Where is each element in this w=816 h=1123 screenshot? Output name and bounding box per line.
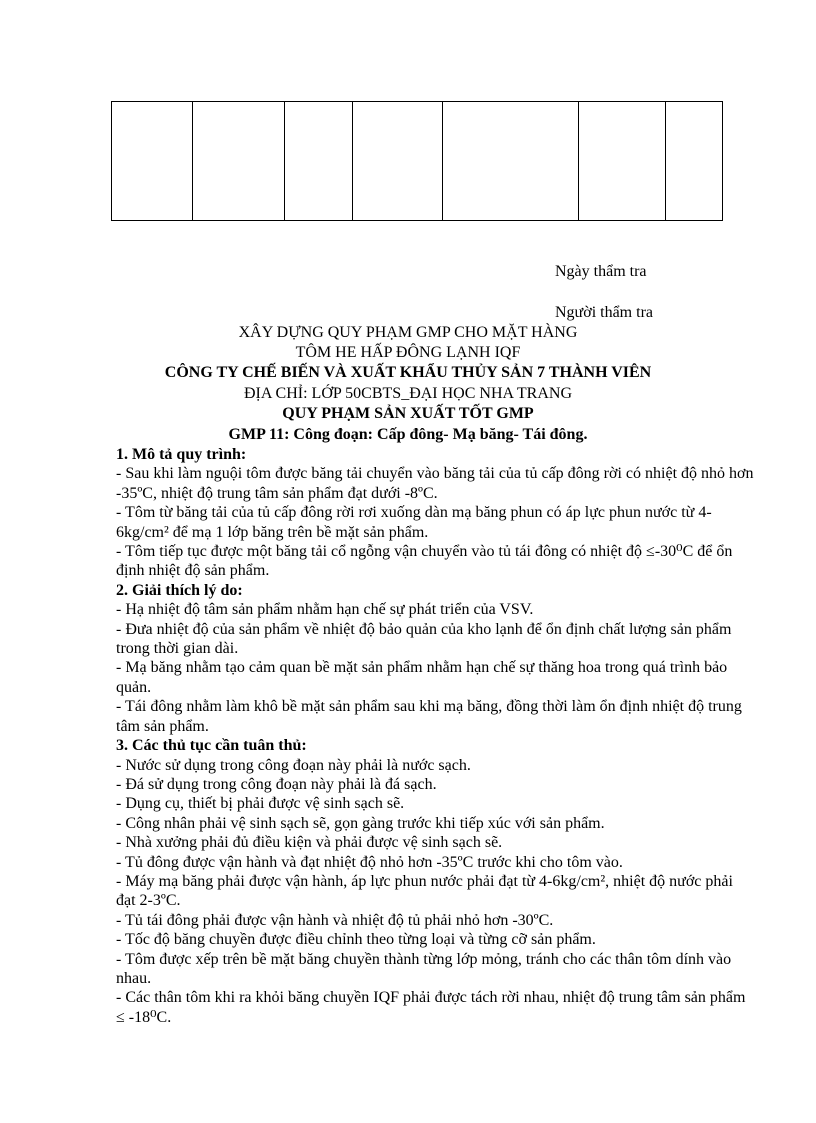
address: ĐỊA CHỈ: LỚP 50CBTS_ĐẠI HỌC NHA TRANG: [243, 385, 573, 402]
document-body: [116, 445, 756, 1027]
list-item: - Tôm từ băng tải của tủ cấp đông rời rơi xuống dàn mạ băng phun có áp lực phun nước từ 4-6kg/cm² để mạ 1 lớp băng trên bề mặt sản phẩm.: [116, 504, 712, 541]
table-cell: [193, 102, 285, 221]
list-item: - Hạ nhiệt độ tâm sản phẩm nhằm hạn chế sự phát triển của VSV.: [116, 601, 534, 619]
title-line-1: XÂY DỰNG QUY PHẠM GMP CHO MẶT HÀNG: [238, 324, 578, 341]
list-item: - Tủ tái đông phải được vận hành và nhiệt độ tủ phải nhỏ hơn -30ºC.: [116, 911, 554, 929]
gmp-title: QUY PHẠM SẢN XUẤT TỐT GMP: [282, 405, 534, 422]
company-name: CÔNG TY CHẾ BIẾN VÀ XUẤT KHẨU THỦY SẢN 7 THÀNH VIÊN: [164, 364, 652, 381]
table-cell: [112, 102, 193, 221]
list-item: - Máy mạ băng phải được vận hành, áp lực phun nước phải đạt từ 4-6kg/cm², nhiệt độ nước phải đạt 2-3ºC.: [116, 872, 733, 910]
title-line-2: TÔM HE HẤP ĐÔNG LẠNH IQF: [295, 344, 521, 361]
table-cell: [353, 102, 443, 221]
list-item: - Sau khi làm nguội tôm được băng tải chuyển vào băng tải của tủ cấp đông rời có nhiệt độ nhỏ hơn -35ºC, nhiệt độ trung tâm sản phẩm đạt dưới -8ºC.: [116, 465, 754, 502]
table-cell: [666, 102, 723, 221]
list-item: - Dụng cụ, thiết bị phải được vệ sinh sạch sẽ.: [116, 795, 405, 813]
gmp-step: GMP 11: Công đoạn: Cấp đông- Mạ băng- Tái đông.: [228, 426, 588, 443]
inspector-label: Người thẩm tra: [555, 304, 653, 321]
list-item: - Tủ đông được vận hành và đạt nhiệt độ nhỏ hơn -35ºC trước khi cho tôm vào.: [116, 853, 623, 871]
table-cell: [579, 102, 666, 221]
list-item: - Các thân tôm khi ra khỏi băng chuyền IQF phải được tách rời nhau, nhiệt độ trung tâm sản phẩm ≤ -18⁰C.: [116, 989, 746, 1026]
list-item: - Đưa nhiệt độ của sản phẩm về nhiệt độ bảo quản của kho lạnh để ổn định chất lượng sản phẩm trong thời gian dài.: [116, 620, 732, 658]
list-item: - Tôm được xếp trên bề mặt băng chuyền thành từng lớp mỏng, tránh cho các thân tôm dính vào nhau.: [116, 950, 732, 987]
list-item: - Tôm tiếp tục được một băng tải cổ ngỗng vận chuyển vào tủ tái đông có nhiệt độ ≤-30⁰C để ổn định nhiệt độ sản phẩm.: [116, 543, 733, 580]
list-item: - Nhà xưởng phải đủ điều kiện và phải được vệ sinh sạch sẽ.: [116, 834, 503, 852]
section-heading: 3. Các thủ tục cần tuân thủ:: [116, 737, 307, 755]
list-item: - Tốc độ băng chuyền được điều chỉnh theo từng loại và từng cỡ sản phẩm.: [116, 931, 596, 949]
list-item: - Đá sử dụng trong công đoạn này phải là đá sạch.: [116, 775, 437, 793]
list-item: - Tái đông nhằm làm khô bề mặt sản phẩm sau khi mạ băng, đồng thời làm ổn định nhiệt độ trung tâm sản phẩm.: [116, 698, 742, 735]
list-item: - Mạ băng nhằm tạo cảm quan bề mặt sản phẩm nhằm hạn chế sự thăng hoa trong quá trình bảo quản.: [116, 659, 728, 696]
list-item: - Công nhân phải vệ sinh sạch sẽ, gọn gàng trước khi tiếp xúc với sản phẩm.: [116, 814, 605, 832]
table-cell: [443, 102, 579, 221]
section-heading: 2. Giải thích lý do:: [116, 581, 243, 599]
table-cell: [285, 102, 353, 221]
section-heading: 1. Mô tả quy trình:: [116, 446, 247, 463]
empty-signature-table: [111, 101, 723, 221]
date-label: Ngày thẩm tra: [555, 263, 647, 280]
list-item: - Nước sử dụng trong công đoạn này phải là nước sạch.: [116, 756, 471, 774]
